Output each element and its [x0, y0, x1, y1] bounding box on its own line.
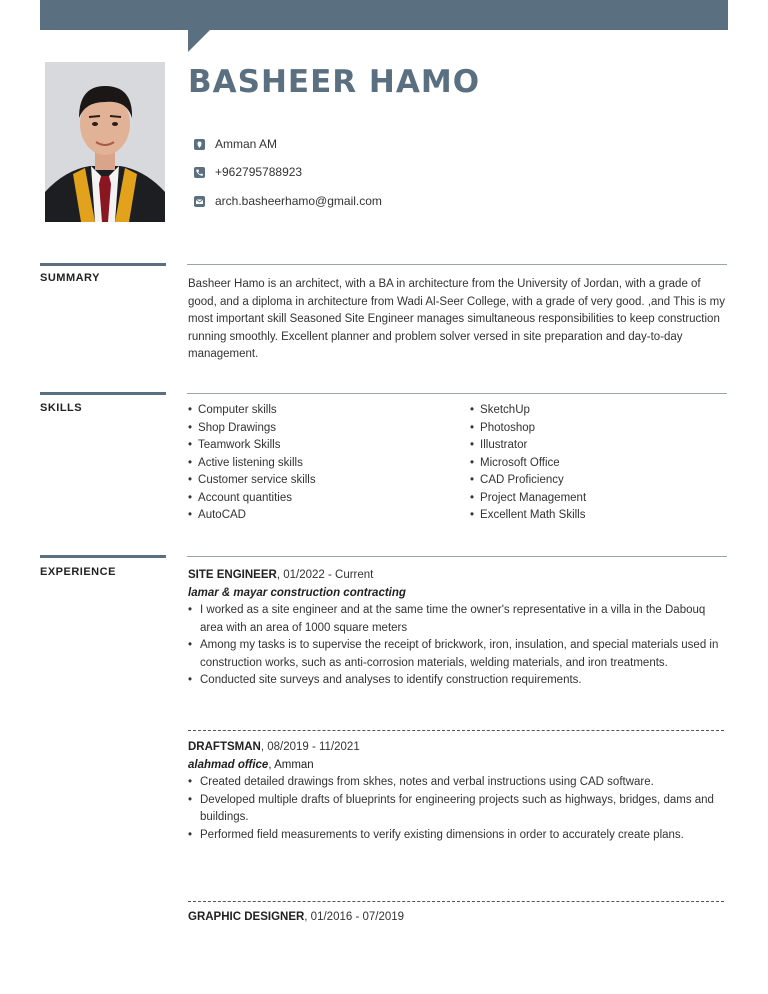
skill-item: • Account quantities — [188, 490, 316, 508]
skill-item: • Illustrator — [470, 437, 586, 455]
candidate-name: BASHEER HAMO — [188, 64, 481, 100]
job-bullet: • Created detailed drawings from skhes, notes and verbal instructions using CAD software. — [188, 774, 728, 792]
experience-rule — [187, 556, 727, 557]
job-title-line — [188, 738, 728, 756]
job-title: GRAPHIC DESIGNER — [188, 911, 305, 923]
skills-list-left — [188, 402, 316, 525]
job-dates: , 08/2019 - 11/2021 — [260, 741, 360, 753]
job-company-line — [188, 756, 728, 774]
job-company: lamar & mayar construction contracting — [188, 587, 406, 599]
job-bullet: • Performed field measurements to verify existing dimensions in order to accurately create plans. — [188, 827, 728, 845]
phone-icon — [194, 167, 205, 178]
skill-item: • Project Management — [470, 490, 586, 508]
job-bullet: • I worked as a site engineer and at the same time the owner's representative in a villa in the Dabouq area with an area of 1000 square meters — [188, 602, 728, 637]
skill-item: • AutoCAD — [188, 507, 316, 525]
skills-heading: SKILLS — [40, 402, 83, 414]
skill-item: • CAD Proficiency — [470, 472, 586, 490]
profile-photo — [45, 62, 165, 222]
job-bullets — [188, 602, 728, 690]
job-separator — [188, 901, 724, 902]
skill-item: • SketchUp — [470, 402, 586, 420]
job-title: DRAFTSMAN — [188, 741, 261, 753]
job-entry-draftsman — [188, 738, 728, 844]
job-dates: , 01/2022 - Current — [276, 569, 374, 581]
profile-photo-illustration — [45, 62, 165, 222]
skills-list-right — [470, 402, 586, 525]
header-bar — [40, 0, 728, 30]
experience-rule-accent — [40, 555, 166, 558]
email-text[interactable]: arch.basheerhamo@gmail.com — [215, 194, 382, 208]
skill-item: • Computer skills — [188, 402, 316, 420]
job-dates: , 01/2016 - 07/2019 — [304, 911, 405, 923]
summary-rule — [187, 264, 727, 265]
skills-rule — [187, 393, 727, 394]
email-icon — [194, 196, 205, 207]
skill-item: • Teamwork Skills — [188, 437, 316, 455]
summary-heading: SUMMARY — [40, 272, 100, 284]
job-title-line — [188, 908, 728, 926]
job-separator — [188, 730, 724, 731]
skill-item: • Active listening skills — [188, 455, 316, 473]
skill-item: • Customer service skills — [188, 472, 316, 490]
job-title: SITE ENGINEER — [188, 569, 277, 581]
skills-rule-accent — [40, 392, 166, 395]
contact-location — [194, 137, 277, 151]
header-bar-notch — [188, 30, 210, 52]
summary-rule-accent — [40, 263, 166, 266]
job-bullet: • Conducted site surveys and analyses to identify construction requirements. — [188, 672, 728, 690]
skill-item: • Excellent Math Skills — [470, 507, 586, 525]
skill-item: • Microsoft Office — [470, 455, 586, 473]
contact-phone — [194, 165, 302, 179]
job-location: , Amman — [268, 759, 314, 771]
phone-text: +962795788923 — [215, 165, 303, 179]
summary-text: Basheer Hamo is an architect, with a BA in architecture from the University of Jordan, with a grade of good, and a diploma in architecture from Wadi Al-Seer College, with a grade of very good. ,and This is my most important skill Seasoned Site Engineer manages simultaneous responsibilities to keep construction running smoothly. Excellent planner and problem solver versed in site preparation and day-to-day management. — [188, 278, 725, 360]
map-marker-icon — [194, 139, 205, 150]
skill-item: • Photoshop — [470, 420, 586, 438]
location-text: Amman AM — [215, 137, 278, 151]
job-bullet: • Developed multiple drafts of blueprints for engineering projects such as highways, bridges, dams and buildings. — [188, 792, 728, 827]
contact-email — [194, 194, 382, 208]
job-bullets — [188, 774, 728, 844]
job-entry-graphic-designer — [188, 908, 728, 926]
experience-heading: EXPERIENCE — [40, 566, 116, 578]
skill-item: • Shop Drawings — [188, 420, 316, 438]
job-entry-site-engineer — [188, 566, 728, 690]
job-title-line — [188, 566, 728, 584]
job-bullet: • Among my tasks is to supervise the receipt of brickwork, iron, insulation, and special materials used in construction works, such as anti-corrosion materials, welding materials, and iron treatments. — [188, 637, 728, 672]
job-company: alahmad office — [188, 759, 269, 771]
